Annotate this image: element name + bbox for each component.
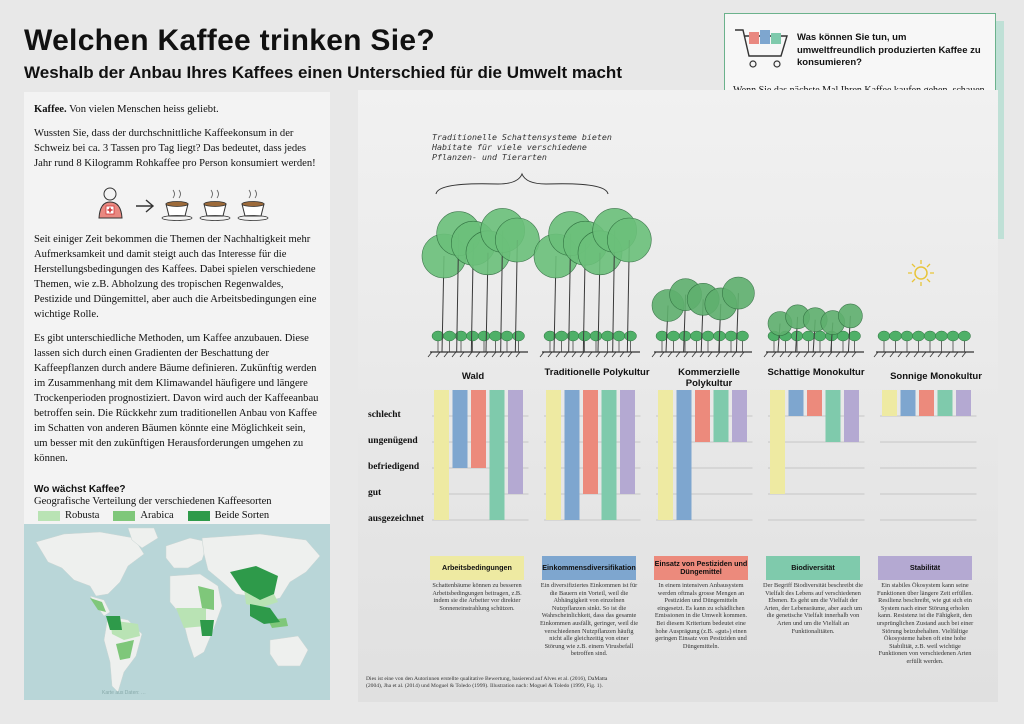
bar bbox=[789, 390, 804, 416]
arrow-icon bbox=[136, 200, 153, 212]
sun-icon bbox=[908, 260, 934, 286]
bar bbox=[620, 390, 635, 494]
system-label-sonnige-monokultur: Sonnige Monokultur bbox=[890, 371, 982, 382]
bar bbox=[453, 390, 468, 468]
bar bbox=[901, 390, 916, 416]
bar bbox=[732, 390, 747, 442]
system-label-wald: Wald bbox=[461, 371, 485, 382]
methods-paragraph: Es gibt unterschiedliche Methoden, um Kaffee anzubauen. Diese lassen sich durch einen Gradienten der Beschattung der Kaffeepflanzen durch andere Bäume definieren. Zukünftig werden im Zusammenhang mit dem Klimawandel häufigere und längere Trockenperioden prognostiziert. Davon wird auch der Kaffeeanbau betroffen sein. Die Rückkehr zum traditionellen Anbau von Kaffee im Schatten von anderen Bäumen könnte eine Möglichkeit sein, um besser mit den zukünftigen Herausforderungen umgehen zu können. bbox=[34, 333, 319, 464]
sustainability-paragraph: Seit einiger Zeit bekommen die Themen der Nachhaltigkeit mehr Aufmerksamkeit und damit steigt auch das Interesse für die Herstellungsbedingungen des Kaffees. Dabei spielen verschiedene Themen, wie z.B. Abholzung des tropischen Regenwaldes, Pestizide und Düngemittel, aber auch die Arbeitsbedingungen eine wichtige Rolle. bbox=[34, 234, 317, 320]
criterion-desc-stabilitaet: Ein stabiles Ökosystem kann seine Funktionen über längere Zeit erfüllen. Resilienz beschreibt, wie gut sich ein System nach einer Störung erholen kann. Resistenz ist die Fähigkeit, den ursprünglichen Zustand auch bei einer Störung beizubehalten. Vielfältige Ökosysteme haben oft eine hohe Stabilität, z.B. weil wichtige Funktionen von verschiedenen Arten erfüllt werden. bbox=[876, 582, 974, 665]
tree-illustration bbox=[652, 277, 754, 357]
level-label-schlecht: schlecht bbox=[368, 410, 401, 420]
level-label-ausgezeichnet: ausgezeichnet bbox=[368, 514, 424, 524]
bar bbox=[434, 390, 449, 520]
tree-illustration bbox=[874, 331, 974, 357]
legend-swatch bbox=[188, 511, 210, 521]
bar bbox=[826, 390, 841, 442]
system-label-schattige-monokultur: Schattige Monokultur bbox=[767, 367, 865, 378]
level-label-ungenuegend: ungenügend bbox=[368, 436, 418, 446]
legend-item-both bbox=[188, 510, 270, 521]
shopping-cart-icon bbox=[733, 24, 791, 72]
coffee-cup-icon bbox=[238, 190, 268, 221]
criterion-label-arbeitsbedingungen: Arbeitsbedingungen bbox=[430, 556, 524, 580]
criterion-desc-pestizide: In einem intensiven Anbausystem werden oftmals grosse Mengen an Pestiziden und Düngemitteln eingesetzt. Es kann zu schädlichen Emissionen in die Umwelt kommen. Bei diesem Kriterium bedeutet eine hohe Ausprägung (z.B. «gut») einen geringen Einsatz von Pestiziden und Düngemitteln. bbox=[654, 582, 748, 650]
legend-label: Robusta bbox=[65, 510, 100, 521]
legend-label: Arabica bbox=[140, 510, 174, 521]
page-title: Welchen Kaffee trinken Sie? bbox=[24, 24, 435, 57]
legend-item-robusta bbox=[38, 510, 99, 521]
background-text bbox=[34, 232, 320, 475]
bar bbox=[583, 390, 598, 494]
bar bbox=[695, 390, 710, 442]
coffee-cup-icon bbox=[200, 190, 230, 221]
world-map bbox=[24, 524, 330, 700]
map-legend bbox=[38, 510, 269, 521]
bar bbox=[956, 390, 971, 416]
tree-illustration bbox=[422, 208, 539, 357]
bar bbox=[882, 390, 897, 416]
criterion-label-einkommensdiversifikation: Einkommensdiversifikation bbox=[542, 556, 636, 580]
footnote: Dies ist eine von den Autorinnen erstellte qualitative Bewertung, basierend auf Alves et al. (2016), DaMatta (2004), Jha et al. (2014) und Moguel & Toledo (1999). Illustration nach: Moguel & Toledo (1999, Fig. 1). bbox=[366, 676, 608, 689]
criterion-label-biodiversitaet: Biodiversität bbox=[766, 556, 860, 580]
chart-panel bbox=[358, 90, 998, 702]
criterion-desc-biodiversitaet: Der Begriff Biodiversität beschreibt die Vielfalt des Lebens auf verschiedenen Ebenen. Es geht um die Vielfalt der Arten, der Lebensräume, aber auch um die genetische Vielfalt innerhalb von Arten und um die Vielfalt an Funktionalitäten. bbox=[763, 582, 863, 635]
bar bbox=[714, 390, 729, 442]
tree-illustration bbox=[534, 208, 651, 357]
bar bbox=[490, 390, 505, 520]
coffee-consumption-illustration bbox=[96, 184, 296, 224]
tip-question: Was können Sie tun, um umweltfreundlich produzierten Kaffee zu konsumieren? bbox=[797, 32, 981, 68]
legend-swatch bbox=[38, 511, 60, 521]
criterion-label-pestizide: Einsatz von Pestiziden und Düngemittel bbox=[654, 556, 748, 580]
bar bbox=[546, 390, 561, 520]
tree-illustration bbox=[764, 304, 864, 357]
world-map-drawing bbox=[24, 524, 330, 700]
system-label-traditionelle-polykultur: Traditionelle Polykultur bbox=[544, 367, 650, 378]
bar bbox=[919, 390, 934, 416]
bar bbox=[807, 390, 822, 416]
bar bbox=[565, 390, 580, 520]
bar bbox=[770, 390, 785, 494]
criterion-desc-einkommensdiversifikation: Ein diversifiziertes Einkommen ist für die Bauern ein Vorteil, weil die Abhängigkeit von einzelnen Nutzpflanzen sinkt. So ist die Wahrscheinlichkeit, dass das gesamte Einkommen ausfällt, geringer, weil die verschiedenen Nutzpflanzen häufig nicht alle gleichzeitig von einer Störung wie z.B. einem Virusbefall betroffen sind. bbox=[539, 582, 639, 658]
north-america bbox=[36, 532, 144, 596]
shade-systems-note: Traditionelle Schattensysteme bieten Habitate für viele verschiedene Pflanzen- und Tierarten bbox=[432, 132, 612, 162]
person-icon bbox=[99, 188, 122, 218]
system-label-kommerzielle-polykultur: Kommerzielle Polykultur bbox=[678, 367, 740, 389]
map-credit: Karte aus Daten: … bbox=[102, 690, 146, 696]
legend-item-arabica bbox=[113, 510, 173, 521]
consumption-paragraph: Wussten Sie, dass der durchschnittliche Kaffeekonsum in der Schweiz bei ca. 3 Tassen pro Tag liegt? Das bedeutet, dass jedes Jahr rund 8 Kilogramm Rohkaffee pro Person konsumiert werden! bbox=[34, 128, 316, 169]
bracket bbox=[436, 174, 608, 194]
criterion-desc-arbeitsbedingungen: Schattenbäume können zu besseren Arbeitsbedingungen beitragen, z.B. indem sie die Arbeiter vor direkter Sonneneinstrahlung schützen. bbox=[432, 582, 522, 612]
intro-rest: Von vielen Menschen heiss geliebt. bbox=[66, 104, 219, 115]
bar bbox=[844, 390, 859, 442]
legend-label: Beide Sorten bbox=[214, 510, 270, 521]
bar bbox=[938, 390, 953, 416]
europe bbox=[166, 538, 208, 568]
bar bbox=[508, 390, 523, 494]
left-panel bbox=[24, 92, 330, 700]
coffee-cup-icon bbox=[162, 190, 192, 221]
level-label-befriedigend: befriedigend bbox=[368, 462, 420, 472]
map-subtitle: Geografische Verteilung der verschiedenen Kaffeesorten bbox=[34, 496, 272, 507]
level-label-gut: gut bbox=[368, 488, 382, 498]
bar bbox=[677, 390, 692, 520]
page-subtitle: Weshalb der Anbau Ihres Kaffees einen Unterschied für die Umwelt macht bbox=[24, 63, 622, 82]
australia bbox=[270, 636, 308, 666]
legend-swatch bbox=[113, 511, 135, 521]
bar bbox=[602, 390, 617, 520]
bar bbox=[471, 390, 486, 468]
map-title: Wo wächst Kaffee? bbox=[34, 484, 126, 495]
criterion-label-stabilitaet: Stabilität bbox=[878, 556, 972, 580]
bar bbox=[658, 390, 673, 520]
intro-bold: Kaffee. bbox=[34, 104, 67, 115]
intro-text bbox=[34, 102, 320, 180]
